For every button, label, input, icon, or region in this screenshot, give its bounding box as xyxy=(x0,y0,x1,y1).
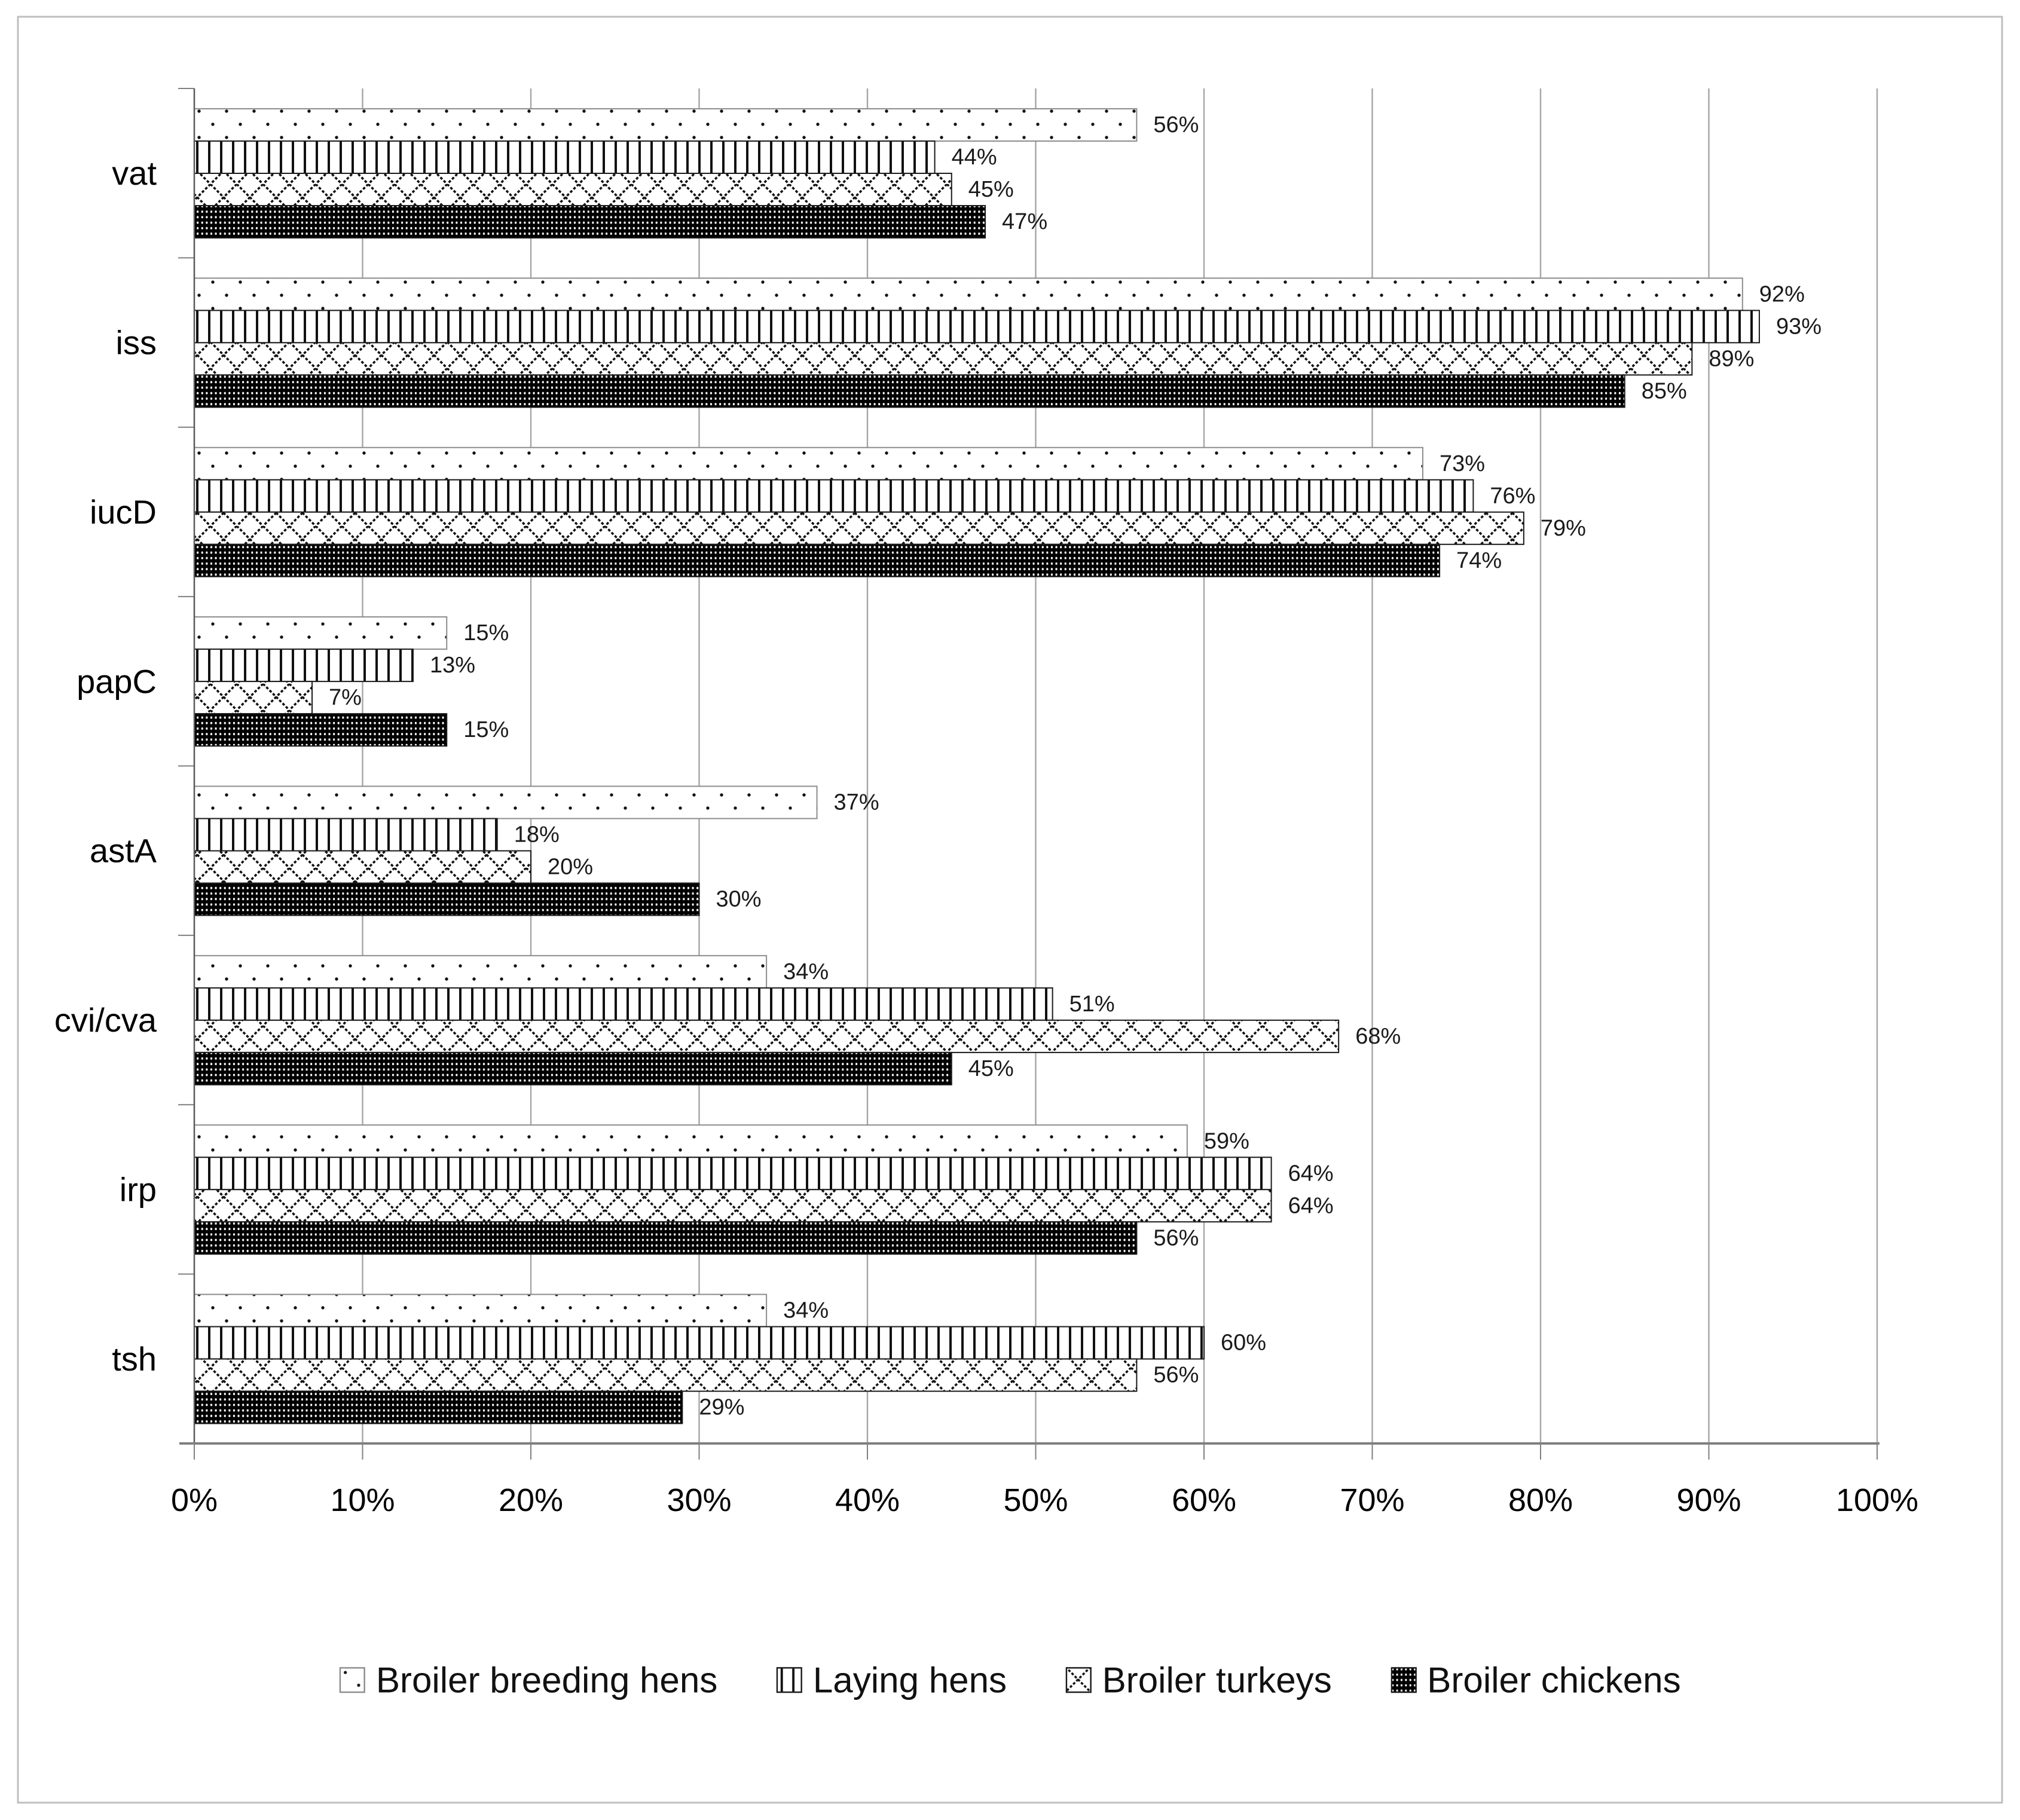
value-label: 7% xyxy=(329,685,362,711)
dots-legend-swatch-icon xyxy=(339,1666,366,1693)
value-label: 51% xyxy=(1069,991,1115,1017)
value-label: 15% xyxy=(463,717,509,743)
legend-item-broiler-breeding-hens xyxy=(339,1659,717,1700)
value-label: 45% xyxy=(968,1056,1014,1081)
bar-iucd-laying-hens xyxy=(194,480,1473,512)
bar-iucd-broiler-breeding-hens xyxy=(194,448,1423,480)
legend-item-broiler-chickens xyxy=(1391,1659,1681,1700)
bar-papc-broiler-chickens xyxy=(194,714,447,746)
bar-asta-broiler-breeding-hens xyxy=(194,787,817,819)
category-label: tsh xyxy=(112,1339,157,1378)
bar-asta-broiler-turkeys xyxy=(194,851,531,883)
bar-papc-broiler-turkeys xyxy=(194,681,312,714)
bar-iss-broiler-turkeys xyxy=(194,342,1692,375)
value-label: 93% xyxy=(1775,314,1822,339)
bar-iss-broiler-breeding-hens xyxy=(194,278,1743,310)
x-axis-tick-label: 100% xyxy=(1835,1482,1919,1518)
vertical-lines-legend-swatch-icon xyxy=(776,1666,803,1693)
value-label: 74% xyxy=(1456,547,1502,573)
bar-cvi-cva-broiler-chickens xyxy=(194,1053,952,1085)
value-label: 60% xyxy=(1221,1330,1267,1356)
bar-cvi-cva-broiler-breeding-hens xyxy=(194,956,766,988)
x-axis-tick-label: 80% xyxy=(1508,1482,1573,1518)
bar-tsh-broiler-turkeys xyxy=(194,1359,1136,1391)
bar-iucd-broiler-turkeys xyxy=(194,512,1524,545)
bar-papc-broiler-breeding-hens xyxy=(194,617,447,649)
bar-tsh-broiler-chickens xyxy=(194,1391,682,1424)
category-label: papC xyxy=(77,662,157,701)
bar-cvi-cva-broiler-turkeys xyxy=(194,1020,1338,1053)
bar-vat-broiler-chickens xyxy=(194,206,985,238)
value-label: 76% xyxy=(1490,483,1536,509)
legend-label: Broiler turkeys xyxy=(1102,1660,1332,1700)
bar-iss-broiler-chickens xyxy=(194,375,1625,407)
value-label: 64% xyxy=(1288,1193,1334,1219)
legend xyxy=(0,1659,2020,1700)
crosshatch-legend-swatch-icon xyxy=(1065,1666,1092,1693)
value-label: 37% xyxy=(833,790,879,815)
legend-item-broiler-turkeys xyxy=(1065,1659,1332,1700)
value-label: 45% xyxy=(968,177,1014,202)
bar-vat-laying-hens xyxy=(194,141,935,173)
value-label: 56% xyxy=(1153,1362,1199,1388)
dark-dots-legend-swatch-icon xyxy=(1391,1666,1417,1693)
value-label: 34% xyxy=(783,1298,829,1323)
value-label: 73% xyxy=(1439,451,1486,476)
category-label: cvi/cva xyxy=(54,1001,157,1039)
bar-irp-broiler-turkeys xyxy=(194,1189,1272,1222)
x-axis-tick-label: 10% xyxy=(330,1482,395,1518)
value-label: 15% xyxy=(463,620,509,646)
category-label: iss xyxy=(115,323,157,362)
x-axis-tick-label: 70% xyxy=(1340,1482,1405,1518)
bar-vat-broiler-breeding-hens xyxy=(194,109,1136,141)
value-label: 68% xyxy=(1355,1023,1401,1049)
bar-vat-broiler-turkeys xyxy=(194,173,952,206)
value-label: 56% xyxy=(1153,1225,1199,1251)
value-label: 44% xyxy=(951,145,997,170)
value-label: 47% xyxy=(1002,209,1048,234)
value-label: 20% xyxy=(548,854,594,880)
x-axis-tick-label: 40% xyxy=(835,1482,900,1518)
category-label: iucD xyxy=(89,493,157,531)
legend-label: Broiler breeding hens xyxy=(375,1660,718,1700)
bar-asta-broiler-chickens xyxy=(194,883,699,916)
value-label: 92% xyxy=(1759,282,1805,307)
category-label: astA xyxy=(89,831,157,870)
value-label: 34% xyxy=(783,959,829,984)
value-label: 18% xyxy=(514,822,560,848)
x-axis-tick-label: 30% xyxy=(667,1482,732,1518)
value-label: 30% xyxy=(716,886,762,912)
x-axis-tick-label: 90% xyxy=(1676,1482,1741,1518)
value-label: 64% xyxy=(1288,1161,1334,1186)
value-label: 59% xyxy=(1203,1128,1249,1154)
value-label: 79% xyxy=(1540,515,1586,541)
bar-tsh-laying-hens xyxy=(194,1327,1204,1359)
value-label: 56% xyxy=(1153,112,1199,137)
x-axis-tick-label: 60% xyxy=(1171,1482,1237,1518)
bar-irp-broiler-chickens xyxy=(194,1222,1136,1254)
bar-asta-laying-hens xyxy=(194,819,497,851)
legend-item-laying-hens xyxy=(776,1659,1007,1700)
legend-label: Broiler chickens xyxy=(1427,1660,1681,1700)
x-axis-tick-label: 20% xyxy=(498,1482,564,1518)
bar-papc-laying-hens xyxy=(194,649,413,681)
bar-irp-laying-hens xyxy=(194,1157,1272,1189)
bar-iucd-broiler-chickens xyxy=(194,545,1440,577)
value-label: 85% xyxy=(1641,378,1687,404)
bar-tsh-broiler-breeding-hens xyxy=(194,1295,766,1327)
category-label: irp xyxy=(119,1170,157,1209)
category-label: vat xyxy=(112,154,157,192)
x-axis-tick-label: 50% xyxy=(1003,1482,1068,1518)
value-label: 13% xyxy=(429,653,476,678)
bar-irp-broiler-breeding-hens xyxy=(194,1125,1187,1157)
x-axis-tick-label: 0% xyxy=(170,1482,218,1518)
value-label: 29% xyxy=(699,1394,745,1420)
bar-iss-laying-hens xyxy=(194,310,1759,342)
legend-label: Laying hens xyxy=(812,1660,1007,1700)
bar-cvi-cva-laying-hens xyxy=(194,988,1053,1020)
value-label: 89% xyxy=(1709,346,1755,372)
